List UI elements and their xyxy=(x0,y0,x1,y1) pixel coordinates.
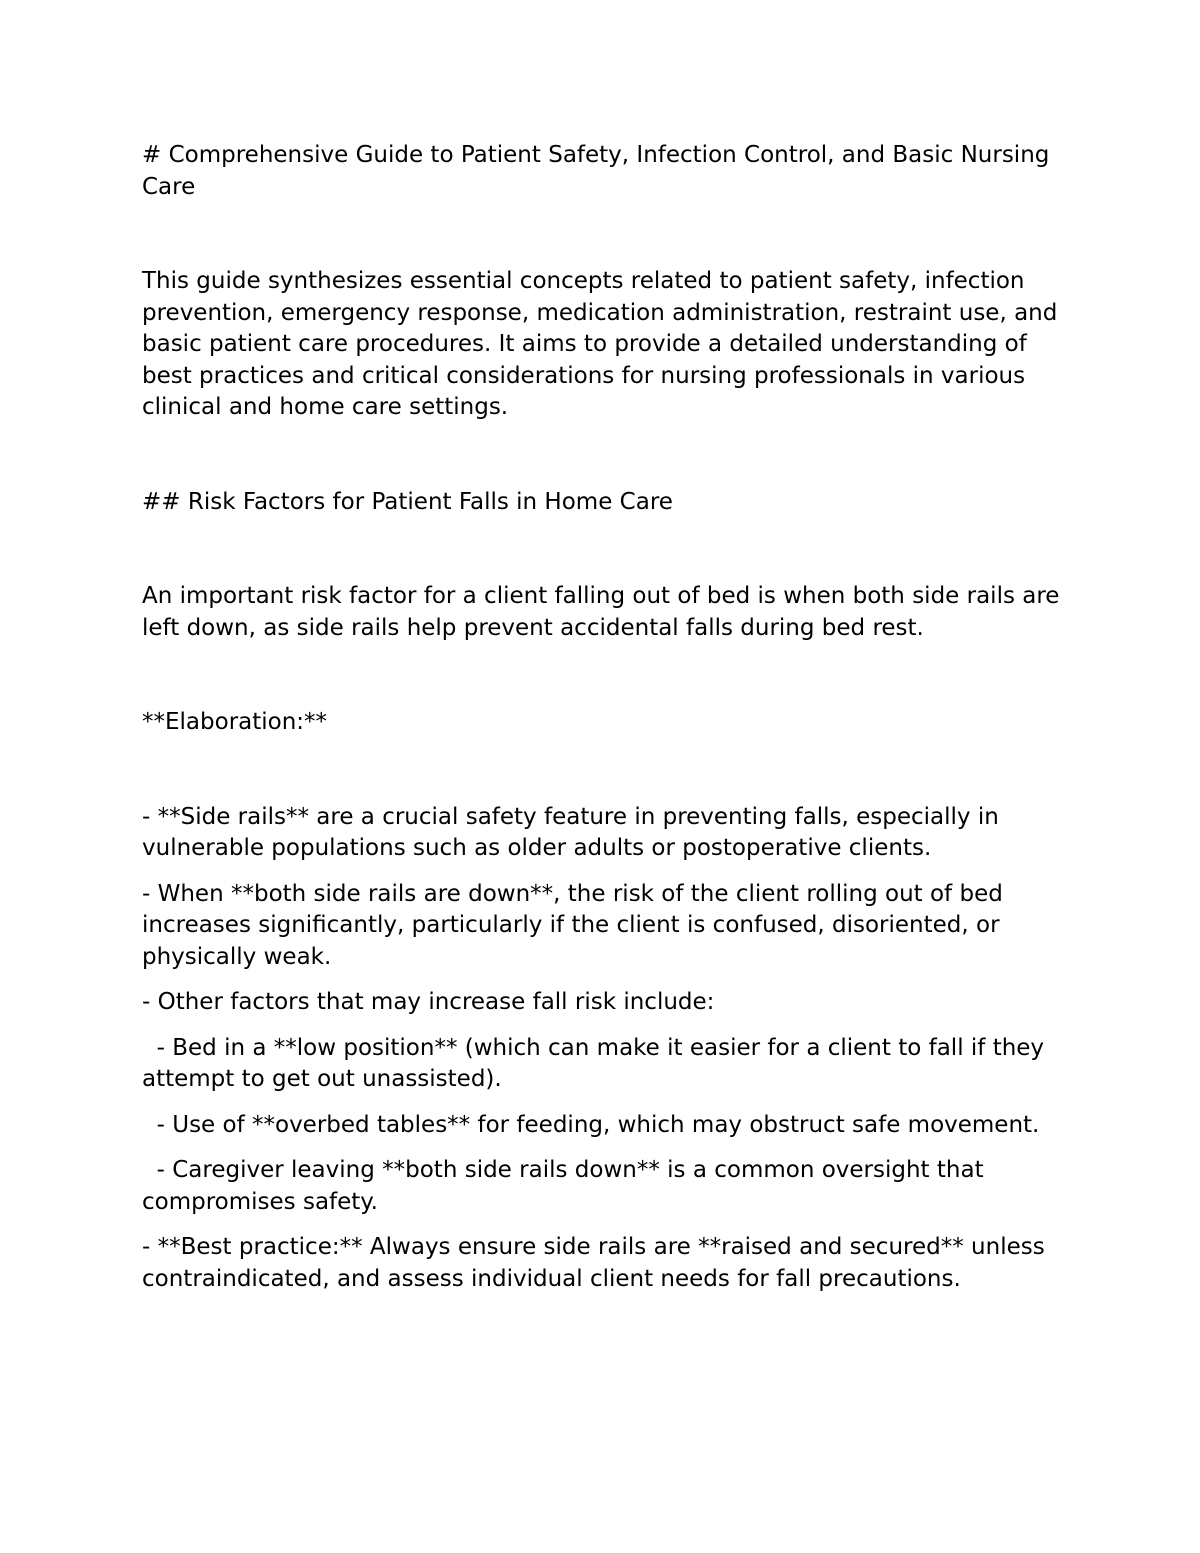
intro-paragraph: This guide synthesizes essential concepts related to patient safety, infection prevention, emergency response, medication administration, restraint use, and basic patient care procedures. It aims to provide a detailed understanding of best practices and critical considerations for nursing professionals in various clinical and home care settings. xyxy=(142,268,1065,420)
list-item: - Caregiver leaving **both side rails down** is a common oversight that compromises safety. xyxy=(142,1157,991,1215)
elaboration-label: **Elaboration:** xyxy=(142,709,328,735)
list-item: - When **both side rails are down**, the risk of the client rolling out of bed increases significantly, particularly if the client is confused, disoriented, or physically weak. xyxy=(142,880,1011,970)
section-body: An important risk factor for a client falling out of bed is when both side rails are left down, as side rails help prevent accidental falls during bed rest. xyxy=(142,583,1067,641)
document-page xyxy=(142,140,1067,1295)
document-title: # Comprehensive Guide to Patient Safety, Infection Control, and Basic Nursing Care xyxy=(142,142,1057,200)
list-item: - Bed in a **low position** (which can make it easier for a client to fall if they attempt to get out unassisted). xyxy=(142,1034,1052,1092)
section-heading: ## Risk Factors for Patient Falls in Home Care xyxy=(142,488,673,515)
list-item: - Use of **overbed tables** for feeding, which may obstruct safe movement. xyxy=(142,1111,1040,1138)
list-item: - Other factors that may increase fall risk include: xyxy=(142,989,715,1015)
list-item: - **Best practice:** Always ensure side rails are **raised and secured** unless contraindicated, and assess individual client needs for fall precautions. xyxy=(142,1234,1053,1292)
list-item: - **Side rails** are a crucial safety feature in preventing falls, especially in vulnerable populations such as older adults or postoperative clients. xyxy=(142,803,1007,861)
